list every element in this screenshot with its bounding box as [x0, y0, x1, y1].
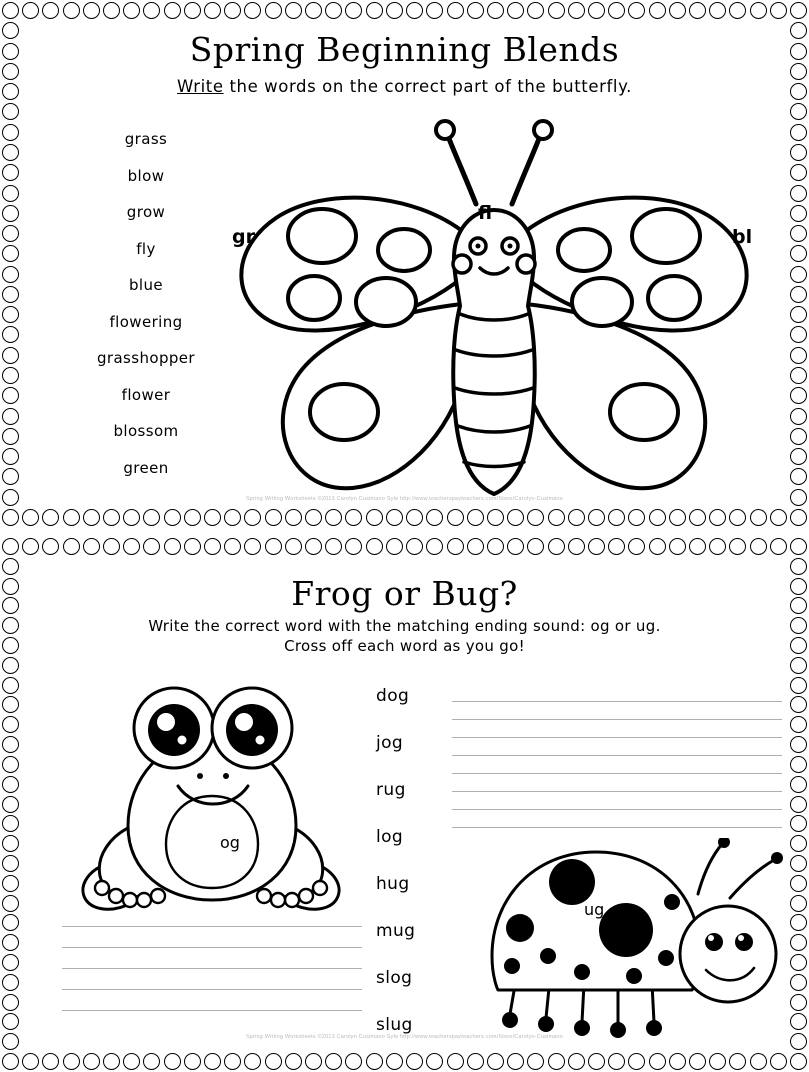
border-circle [2, 538, 19, 555]
border-circle [2, 954, 19, 971]
border-circle [2, 2, 19, 19]
border-circle [729, 538, 746, 555]
word-bank-list [66, 130, 226, 495]
list-item: blow [127, 166, 165, 185]
border-circle [790, 286, 807, 303]
border-circle [790, 696, 807, 713]
border-circle [123, 538, 140, 555]
border-circle [184, 509, 201, 526]
list-item: flower [121, 385, 171, 404]
copyright-credit: Spring Writing Worksheets ©2013 Carolyn Cusimano Syle http://www.teacherspayteachers.com/Store/Carolyn-Cusimano [245, 1034, 564, 1040]
list-item: rug [376, 780, 406, 800]
ladybug-svg [476, 838, 796, 1058]
writing-line[interactable] [452, 702, 782, 720]
border-circle [790, 756, 807, 773]
border-circle [103, 538, 120, 555]
border-circle [366, 538, 383, 555]
border-circle [265, 1053, 282, 1070]
border-circle [2, 367, 19, 384]
border-circle [2, 696, 19, 713]
border-circle [2, 736, 19, 753]
writing-line[interactable] [452, 810, 782, 828]
instruction-text-line-1 [26, 617, 783, 635]
word-bank-list [376, 686, 444, 1062]
list-item: slug [376, 1015, 413, 1035]
border-circle [2, 266, 19, 283]
border-circle [285, 1053, 302, 1070]
border-circle [22, 538, 39, 555]
border-circle [366, 2, 383, 19]
border-circle [2, 994, 19, 1011]
border-circle [224, 538, 241, 555]
border-circle [22, 509, 39, 526]
border-circle [790, 538, 807, 555]
instruction-end: . [655, 617, 661, 635]
border-circle [164, 2, 181, 19]
border-circle [42, 538, 59, 555]
border-circle [447, 2, 464, 19]
border-circle [790, 815, 807, 832]
border-circle [345, 1053, 362, 1070]
writing-line[interactable] [62, 969, 362, 990]
border-circle [164, 1053, 181, 1070]
list-item: grow [126, 203, 166, 221]
blend-label-gr: gr [232, 226, 255, 248]
list-item: mug [376, 921, 416, 941]
border-circle [2, 1053, 19, 1070]
list-item: dog [376, 686, 410, 706]
list-item: slog [376, 968, 413, 988]
border-circle [244, 538, 261, 555]
border-circle [426, 2, 443, 19]
border-circle [507, 538, 524, 555]
border-circle [42, 1053, 59, 1070]
list-item: grass [124, 130, 168, 148]
border-circle [2, 578, 19, 595]
border-circle [2, 22, 19, 39]
border-circle [2, 489, 19, 506]
sound-ug: ug [635, 617, 656, 635]
border-circle [790, 428, 807, 445]
border-circle [2, 1033, 19, 1050]
butterfly-illustration [204, 114, 784, 514]
list-item: flowering [109, 312, 183, 331]
border-circle [527, 538, 544, 555]
border-circle [628, 2, 645, 19]
instruction-italic: matching ending sound: [396, 617, 586, 635]
border-circle [790, 558, 807, 575]
border-circle [790, 266, 807, 283]
butterfly-svg [204, 114, 784, 514]
writing-line[interactable] [452, 738, 782, 756]
border-circle [790, 677, 807, 694]
border-circle [669, 538, 686, 555]
border-circle [2, 974, 19, 991]
border-circle [467, 538, 484, 555]
writing-line[interactable] [452, 720, 782, 738]
border-circle [790, 657, 807, 674]
border-circle [244, 1053, 261, 1070]
list-item: jog [376, 733, 404, 753]
frog-illustration [70, 676, 370, 926]
border-circle [790, 22, 807, 39]
border-circle [2, 1013, 19, 1030]
border-circle [709, 538, 726, 555]
border-circle [790, 225, 807, 242]
border-circle [790, 468, 807, 485]
border-circle [2, 855, 19, 872]
border-circle [83, 1053, 100, 1070]
list-item: fly [136, 239, 156, 258]
border-circle [204, 2, 221, 19]
border-circle [2, 164, 19, 181]
border-circle [790, 408, 807, 425]
border-circle [2, 796, 19, 813]
border-circle [689, 538, 706, 555]
border-circle [527, 2, 544, 19]
border-circle [447, 1053, 464, 1070]
border-circle [649, 538, 666, 555]
writing-line[interactable] [452, 756, 782, 774]
border-circle [487, 2, 504, 19]
page-title: Spring Beginning Blends [189, 30, 620, 69]
border-circle [790, 776, 807, 793]
border-circle [83, 509, 100, 526]
border-circle [2, 914, 19, 931]
instruction-text-line-2 [26, 637, 783, 655]
border-circle [790, 736, 807, 753]
border-circle [2, 448, 19, 465]
frog-svg [70, 676, 370, 926]
border-circle [790, 347, 807, 364]
worksheet-spring-beginning-blends [0, 0, 809, 528]
border-circle [588, 2, 605, 19]
border-circle [83, 2, 100, 19]
border-circle [487, 538, 504, 555]
worksheet-frog-or-bug [0, 536, 809, 1072]
border-circle [2, 83, 19, 100]
writing-line[interactable] [62, 990, 362, 1011]
blend-label-fl: fl [478, 202, 493, 224]
border-circle [2, 43, 19, 60]
border-circle [63, 509, 80, 526]
border-circle [2, 63, 19, 80]
border-circle [426, 538, 443, 555]
border-circle [2, 347, 19, 364]
border-circle [285, 538, 302, 555]
border-circle [305, 2, 322, 19]
border-circle [790, 185, 807, 202]
border-circle [2, 306, 19, 323]
border-circle [325, 538, 342, 555]
border-circle [2, 387, 19, 404]
border-circle [386, 2, 403, 19]
border-circle [2, 225, 19, 242]
border-circle [2, 597, 19, 614]
border-circle [2, 509, 19, 526]
border-circle [123, 2, 140, 19]
instruction-keyword-cross-off: Cross off [284, 637, 353, 655]
border-circle [790, 2, 807, 19]
instruction-rest: the words on the correct part of the butterfly. [223, 77, 632, 96]
list-item: hug [376, 874, 410, 894]
border-circle [790, 509, 807, 526]
border-circle [770, 538, 787, 555]
bug-sound-label: ug [584, 900, 605, 919]
sound-og: og [590, 617, 610, 635]
border-circle [63, 2, 80, 19]
writing-line[interactable] [452, 684, 782, 702]
border-circle [22, 1053, 39, 1070]
border-circle [2, 558, 19, 575]
border-circle [790, 164, 807, 181]
border-circle [386, 538, 403, 555]
border-circle [2, 326, 19, 343]
border-circle [790, 306, 807, 323]
list-item: blue [128, 276, 164, 294]
border-circle [2, 185, 19, 202]
instruction-keyword: Write [148, 617, 190, 635]
border-circle [63, 538, 80, 555]
border-circle [790, 617, 807, 634]
instruction-line-2-rest: each word as you go! [352, 637, 525, 655]
copyright-credit: Spring Writing Worksheets ©2013 Carolyn Cusimano Syle http://www.teacherspayteachers.com/Store/Carolyn-Cusimano [245, 496, 564, 502]
border-circle [42, 2, 59, 19]
border-circle [83, 538, 100, 555]
border-circle [467, 2, 484, 19]
border-circle [649, 2, 666, 19]
border-circle [790, 578, 807, 595]
list-item: grasshopper [96, 349, 196, 367]
border-circle [790, 796, 807, 813]
border-circle [608, 2, 625, 19]
border-circle [790, 43, 807, 60]
border-circle [103, 2, 120, 19]
instruction-text [26, 77, 783, 96]
border-circle [2, 637, 19, 654]
blend-label-bl: bl [732, 226, 753, 248]
ladybug-illustration [476, 838, 796, 1058]
border-circle [143, 509, 160, 526]
writing-line[interactable] [62, 906, 362, 927]
border-circle [790, 597, 807, 614]
writing-line[interactable] [62, 948, 362, 969]
border-circle [608, 538, 625, 555]
border-circle [447, 538, 464, 555]
border-circle [548, 538, 565, 555]
border-circle [143, 2, 160, 19]
border-circle [325, 2, 342, 19]
border-circle [2, 776, 19, 793]
border-circle [63, 1053, 80, 1070]
border-circle [2, 205, 19, 222]
border-circle [2, 124, 19, 141]
border-circle [2, 408, 19, 425]
writing-lines-left[interactable] [62, 906, 362, 1011]
writing-line[interactable] [452, 792, 782, 810]
list-item: blossom [113, 422, 179, 440]
border-circle [507, 2, 524, 19]
border-circle [345, 2, 362, 19]
border-circle [204, 538, 221, 555]
border-circle [790, 103, 807, 120]
border-circle [265, 2, 282, 19]
border-circle [42, 509, 59, 526]
page-title: Frog or Bug? [291, 574, 518, 613]
border-circle [790, 245, 807, 262]
border-circle [265, 538, 282, 555]
border-circle [143, 538, 160, 555]
writing-line[interactable] [62, 927, 362, 948]
border-circle [729, 2, 746, 19]
border-circle [305, 1053, 322, 1070]
border-circle [790, 124, 807, 141]
border-circle [143, 1053, 160, 1070]
border-circle [790, 83, 807, 100]
border-circle [568, 2, 585, 19]
border-circle [103, 1053, 120, 1070]
border-circle [790, 637, 807, 654]
border-circle [285, 2, 302, 19]
border-circle [750, 538, 767, 555]
border-circle [750, 2, 767, 19]
writing-line[interactable] [452, 774, 782, 792]
border-circle [790, 367, 807, 384]
worksheet-2-content [26, 558, 783, 1050]
border-circle [2, 657, 19, 674]
border-circle [628, 538, 645, 555]
border-circle [790, 205, 807, 222]
border-circle [103, 509, 120, 526]
border-circle [790, 144, 807, 161]
border-circle [2, 245, 19, 262]
border-circle [790, 326, 807, 343]
border-circle [669, 2, 686, 19]
border-circle [406, 2, 423, 19]
border-circle [588, 538, 605, 555]
border-circle [2, 677, 19, 694]
border-circle [345, 538, 362, 555]
border-circle [2, 815, 19, 832]
border-circle [224, 1053, 241, 1070]
border-circle [2, 144, 19, 161]
border-circle [790, 63, 807, 80]
border-circle [790, 387, 807, 404]
border-circle [770, 2, 787, 19]
border-circle [204, 1053, 221, 1070]
border-circle [305, 538, 322, 555]
border-circle [790, 489, 807, 506]
border-circle [790, 716, 807, 733]
border-circle [548, 2, 565, 19]
border-circle [689, 2, 706, 19]
border-circle [2, 428, 19, 445]
writing-lines-right[interactable] [452, 684, 782, 828]
border-circle [22, 2, 39, 19]
border-circle [2, 756, 19, 773]
border-circle [2, 835, 19, 852]
border-circle [164, 538, 181, 555]
border-circle [2, 103, 19, 120]
border-circle [709, 2, 726, 19]
border-circle [325, 1053, 342, 1070]
worksheet-1-content [26, 22, 783, 506]
instruction-mid: or [609, 617, 636, 635]
list-item: green [123, 458, 169, 477]
border-circle [123, 509, 140, 526]
instruction-keyword: Write [177, 77, 224, 96]
border-circle [244, 2, 261, 19]
frog-sound-label: og [220, 833, 240, 852]
list-item: log [376, 827, 404, 847]
border-circle [2, 716, 19, 733]
border-circle [164, 509, 181, 526]
border-circle [406, 538, 423, 555]
border-circle [123, 1053, 140, 1070]
border-circle [2, 934, 19, 951]
border-circle [184, 1053, 201, 1070]
border-circle [568, 538, 585, 555]
border-circle [224, 2, 241, 19]
border-circle [184, 538, 201, 555]
border-circle [2, 617, 19, 634]
border-circle [2, 468, 19, 485]
border-circle [184, 2, 201, 19]
border-circle [2, 875, 19, 892]
border-circle [2, 286, 19, 303]
instruction-part-1: the correct word with the [189, 617, 397, 635]
border-circle [790, 448, 807, 465]
border-circle [2, 895, 19, 912]
